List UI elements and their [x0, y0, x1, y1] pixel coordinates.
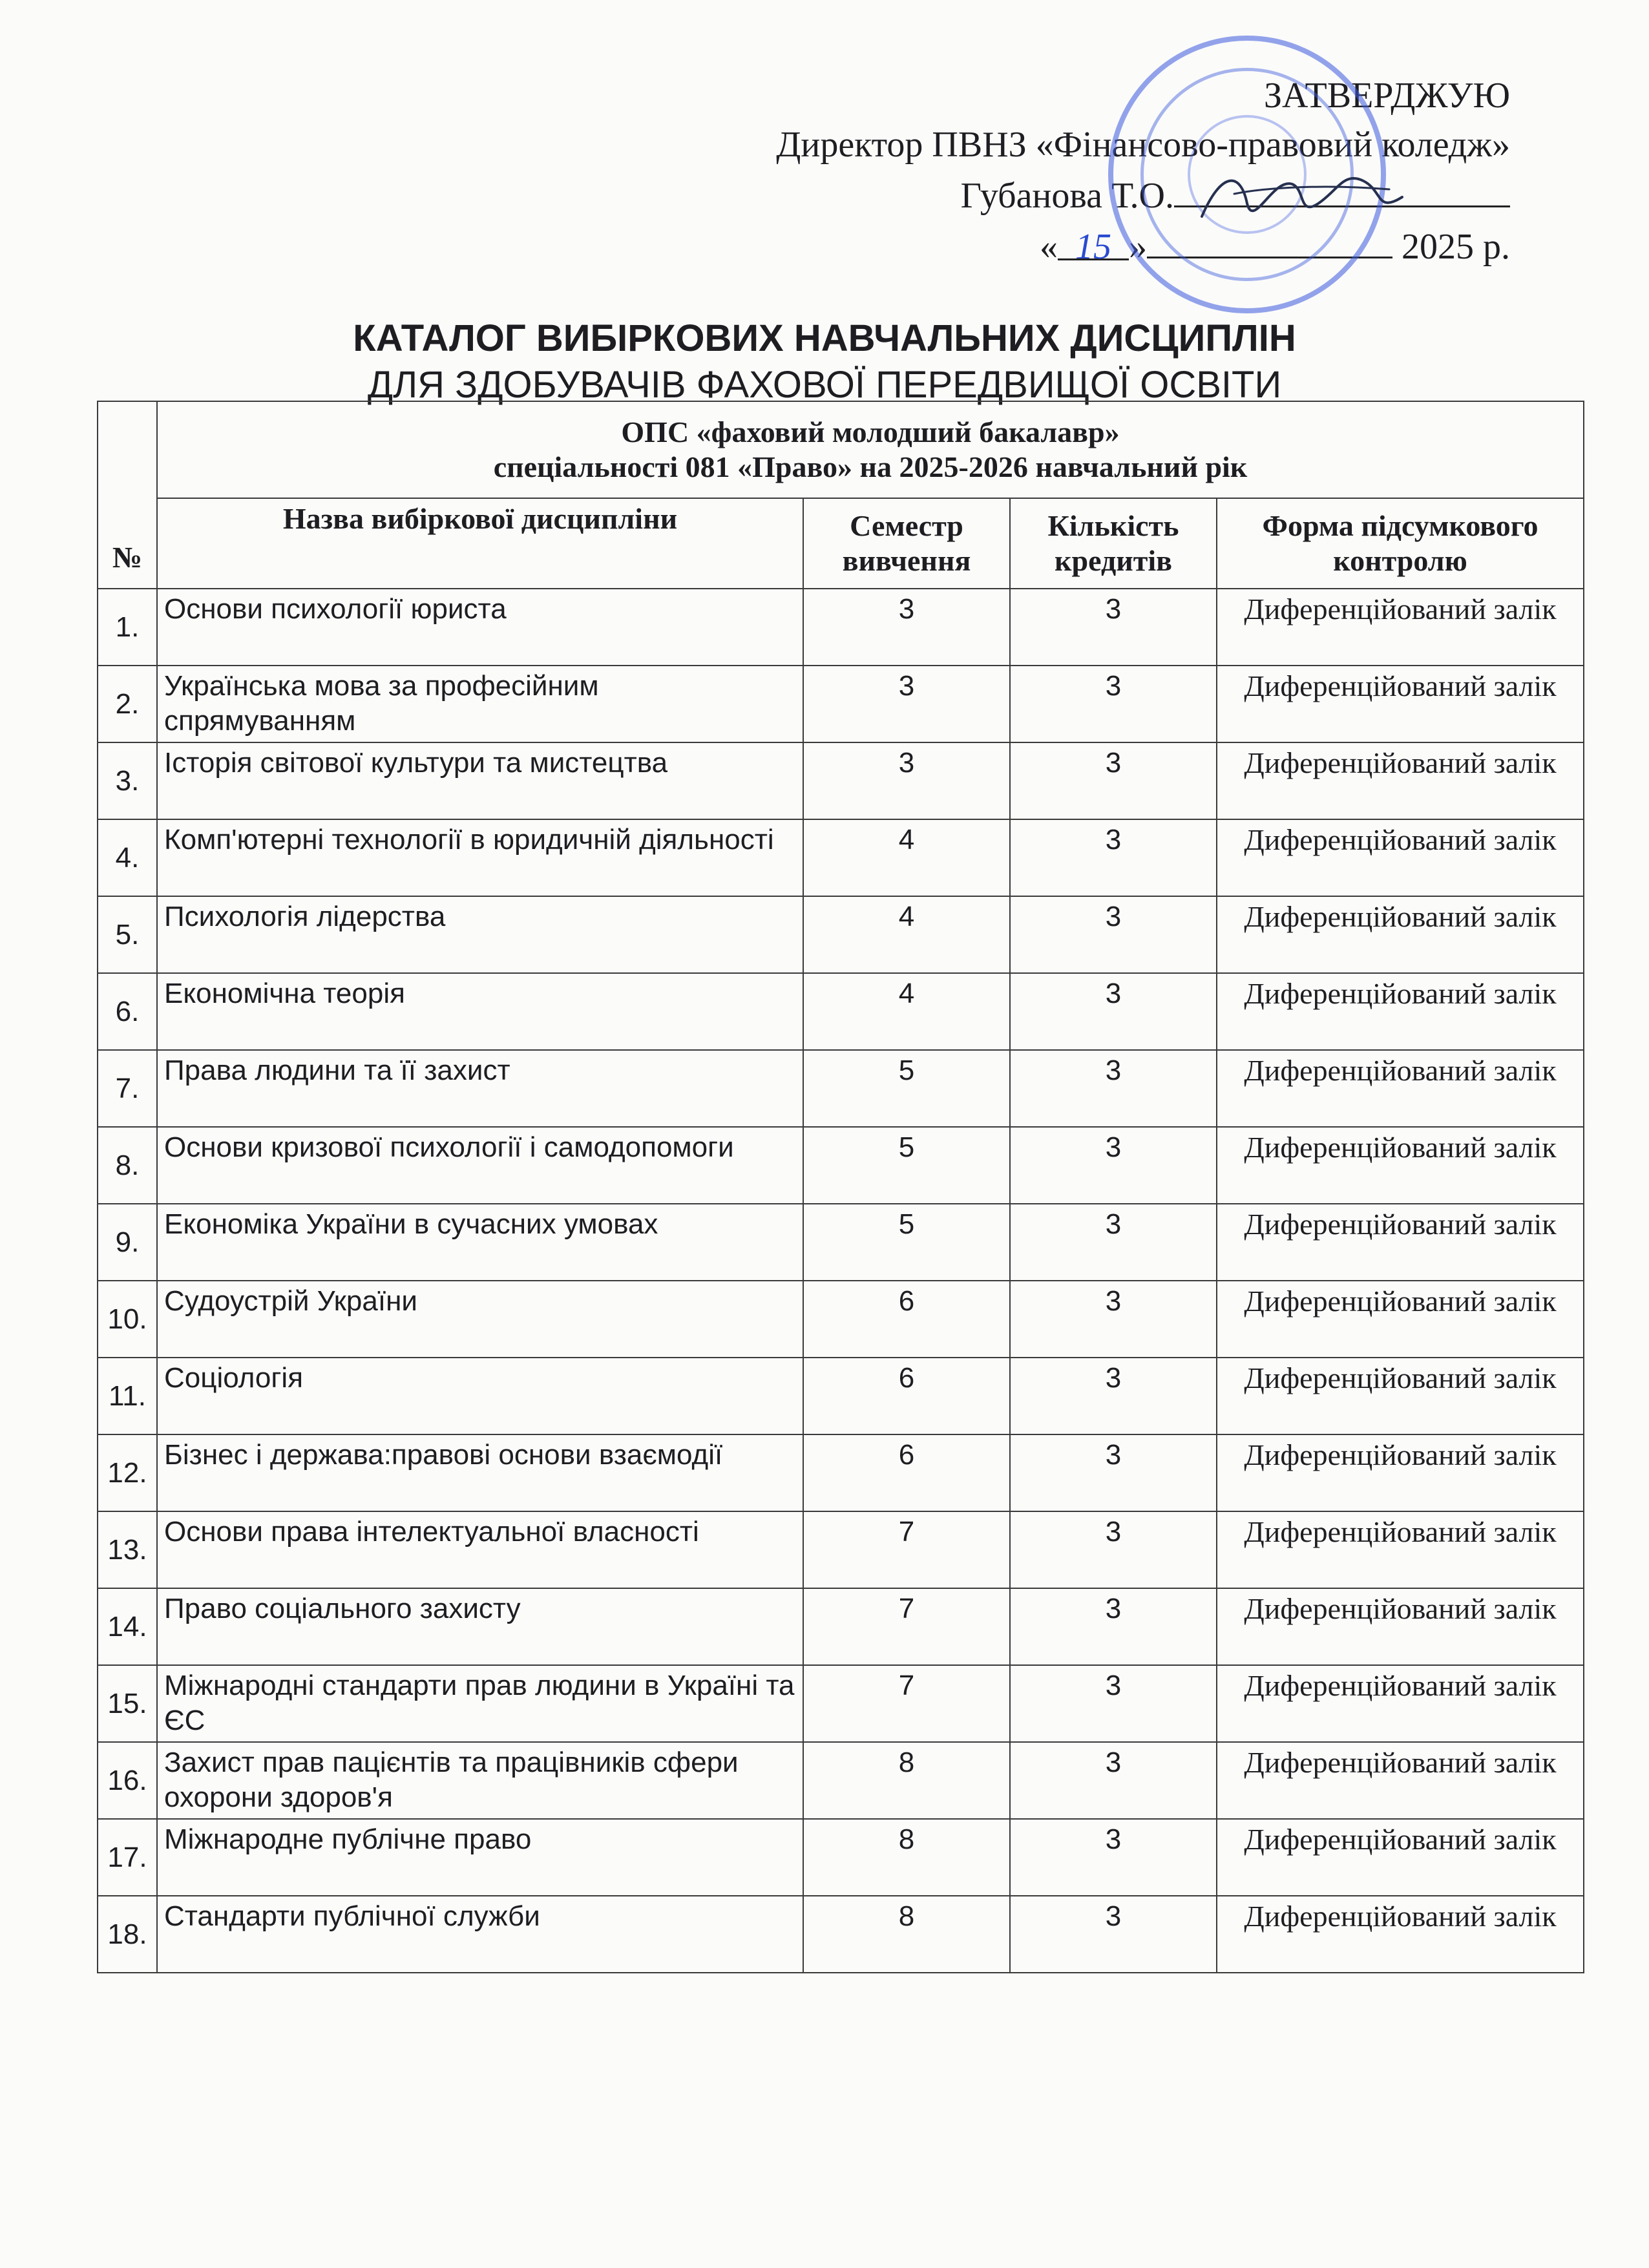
discipline-name: Захист прав пацієнтів та працівників сфери охорони здоров'я — [157, 1742, 803, 1819]
control-form: Диференційований залік — [1217, 1281, 1584, 1358]
row-number: 2. — [98, 666, 157, 742]
semester-value: 4 — [803, 973, 1010, 1050]
table-row — [98, 1819, 1584, 1896]
discipline-name: Психологія лідерства — [157, 896, 803, 973]
table-row — [98, 589, 1584, 666]
credits-value: 3 — [1010, 1434, 1217, 1511]
catalog-subtitle: ДЛЯ ЗДОБУВАЧІВ ФАХОВОЇ ПЕРЕДВИЩОЇ ОСВІТИ — [367, 364, 1282, 406]
semester-value: 6 — [803, 1281, 1010, 1358]
credits-value: 3 — [1010, 973, 1217, 1050]
discipline-name: Стандарти публічної служби — [157, 1896, 803, 1973]
signature-blank — [1174, 169, 1510, 207]
table-row — [98, 1588, 1584, 1665]
semester-value: 7 — [803, 1511, 1010, 1588]
date-year: 2025 р. — [1402, 227, 1510, 267]
discipline-name: Комп'ютерні технології в юридичній діяльності — [157, 819, 803, 896]
semester-value: 4 — [803, 896, 1010, 973]
row-number: 10. — [98, 1281, 157, 1358]
row-number: 5. — [98, 896, 157, 973]
row-number: 17. — [98, 1819, 157, 1896]
credits-value: 3 — [1010, 666, 1217, 742]
discipline-name: Історія світової культури та мистецтва — [157, 742, 803, 819]
discipline-name: Основи права інтелектуальної власності — [157, 1511, 803, 1588]
control-form: Диференційований залік — [1217, 1050, 1584, 1127]
discipline-name: Право соціального захисту — [157, 1588, 803, 1665]
control-form: Диференційований залік — [1217, 1742, 1584, 1819]
control-form: Диференційований залік — [1217, 666, 1584, 742]
discipline-name: Економічна теорія — [157, 973, 803, 1050]
discipline-name: Міжнародні стандарти прав людини в Україні та ЄС — [157, 1665, 803, 1742]
credits-value: 3 — [1010, 1665, 1217, 1742]
table-row — [98, 1204, 1584, 1281]
credits-value: 3 — [1010, 1819, 1217, 1896]
credits-value: 3 — [1010, 1204, 1217, 1281]
discipline-name: Бізнес і держава:правові основи взаємодії — [157, 1434, 803, 1511]
table-row — [98, 973, 1584, 1050]
table-row — [98, 1434, 1584, 1511]
semester-value: 3 — [803, 666, 1010, 742]
row-number: 18. — [98, 1896, 157, 1973]
control-form: Диференційований залік — [1217, 1127, 1584, 1204]
row-number: 6. — [98, 973, 157, 1050]
credits-value: 3 — [1010, 1358, 1217, 1434]
row-number: 15. — [98, 1665, 157, 1742]
table-row — [98, 1050, 1584, 1127]
semester-value: 6 — [803, 1358, 1010, 1434]
semester-value: 7 — [803, 1588, 1010, 1665]
control-form: Диференційований залік — [1217, 1511, 1584, 1588]
discipline-name: Українська мова за професійним спрямуванням — [157, 666, 803, 742]
control-form: Диференційований залік — [1217, 973, 1584, 1050]
date-close-quote: » — [1129, 227, 1147, 267]
date-open-quote: « — [1040, 227, 1058, 267]
col-header-name: Назва вибіркової дисципліни — [157, 498, 803, 589]
semester-value: 8 — [803, 1742, 1010, 1819]
catalog-title: КАТАЛОГ ВИБІРКОВИХ НАВЧАЛЬНИХ ДИСЦИПЛІН — [353, 317, 1296, 359]
table-row — [98, 666, 1584, 742]
row-number: 3. — [98, 742, 157, 819]
semester-value: 4 — [803, 819, 1010, 896]
credits-value: 3 — [1010, 1050, 1217, 1127]
program-line-1: ОПС «фаховий молодший бакалавр» — [621, 415, 1120, 448]
credits-value: 3 — [1010, 896, 1217, 973]
discipline-name: Економіка України в сучасних умовах — [157, 1204, 803, 1281]
control-form: Диференційований залік — [1217, 819, 1584, 896]
control-form: Диференційований залік — [1217, 1434, 1584, 1511]
table-row — [98, 742, 1584, 819]
control-form: Диференційований залік — [1217, 1358, 1584, 1434]
table-row — [98, 1742, 1584, 1819]
semester-value: 3 — [803, 589, 1010, 666]
col-header-form: Форма підсумкового контролю — [1217, 498, 1584, 589]
table-row — [98, 1665, 1584, 1742]
row-number: 7. — [98, 1050, 157, 1127]
discipline-name: Основи психології юриста — [157, 589, 803, 666]
director-name: Губанова Т.О. — [960, 176, 1174, 216]
program-header-row — [98, 401, 1584, 498]
credits-value: 3 — [1010, 1281, 1217, 1358]
row-number: 11. — [98, 1358, 157, 1434]
table-body — [98, 589, 1584, 1973]
semester-value: 5 — [803, 1204, 1010, 1281]
control-form: Диференційований залік — [1217, 1665, 1584, 1742]
credits-value: 3 — [1010, 819, 1217, 896]
control-form: Диференційований залік — [1217, 1819, 1584, 1896]
control-form: Диференційований залік — [1217, 742, 1584, 819]
control-form: Диференційований залік — [1217, 1588, 1584, 1665]
semester-value: 8 — [803, 1896, 1010, 1973]
approval-block — [776, 71, 1510, 271]
credits-value: 3 — [1010, 1511, 1217, 1588]
disciplines-table — [97, 401, 1584, 1973]
control-form: Диференційований залік — [1217, 589, 1584, 666]
director-signature-line — [776, 169, 1510, 220]
program-line-2: спеціальності 081 «Право» на 2025-2026 навчальний рік — [493, 450, 1248, 483]
discipline-name: Міжнародне публічне право — [157, 1819, 803, 1896]
director-position: Директор ПВНЗ «Фінансово-правовий коледж» — [776, 125, 1510, 165]
table-row — [98, 1281, 1584, 1358]
credits-value: 3 — [1010, 1742, 1217, 1819]
semester-value: 8 — [803, 1819, 1010, 1896]
semester-value: 5 — [803, 1127, 1010, 1204]
row-number: 16. — [98, 1742, 157, 1819]
date-month-blank — [1147, 220, 1392, 258]
control-form: Диференційований залік — [1217, 1896, 1584, 1973]
row-number: 13. — [98, 1511, 157, 1588]
col-header-credits: Кількість кредитів — [1010, 498, 1217, 589]
row-number: 14. — [98, 1588, 157, 1665]
row-number: 1. — [98, 589, 157, 666]
discipline-name: Судоустрій України — [157, 1281, 803, 1358]
credits-value: 3 — [1010, 1896, 1217, 1973]
row-number: 9. — [98, 1204, 157, 1281]
control-form: Диференційований залік — [1217, 1204, 1584, 1281]
row-number: 4. — [98, 819, 157, 896]
table-row — [98, 1358, 1584, 1434]
table-row — [98, 1896, 1584, 1973]
num-header: № — [98, 401, 157, 589]
table-row — [98, 819, 1584, 896]
discipline-name: Соціологія — [157, 1358, 803, 1434]
control-form: Диференційований залік — [1217, 896, 1584, 973]
credits-value: 3 — [1010, 589, 1217, 666]
discipline-name: Права людини та її захист — [157, 1050, 803, 1127]
table-row — [98, 1127, 1584, 1204]
col-header-semester: Семестр вивчення — [803, 498, 1010, 589]
semester-value: 7 — [803, 1665, 1010, 1742]
approval-heading: ЗАТВЕРДЖУЮ — [1263, 76, 1510, 116]
credits-value: 3 — [1010, 742, 1217, 819]
row-number: 8. — [98, 1127, 157, 1204]
row-number: 12. — [98, 1434, 157, 1511]
credits-value: 3 — [1010, 1127, 1217, 1204]
semester-value: 6 — [803, 1434, 1010, 1511]
semester-value: 5 — [803, 1050, 1010, 1127]
column-header-row — [98, 498, 1584, 589]
table-row — [98, 896, 1584, 973]
date-day: 15 — [1058, 222, 1129, 260]
table-row — [98, 1511, 1584, 1588]
credits-value: 3 — [1010, 1588, 1217, 1665]
discipline-name: Основи кризової психології і самодопомоги — [157, 1127, 803, 1204]
program-header — [157, 401, 1584, 498]
semester-value: 3 — [803, 742, 1010, 819]
approval-date — [776, 220, 1510, 271]
